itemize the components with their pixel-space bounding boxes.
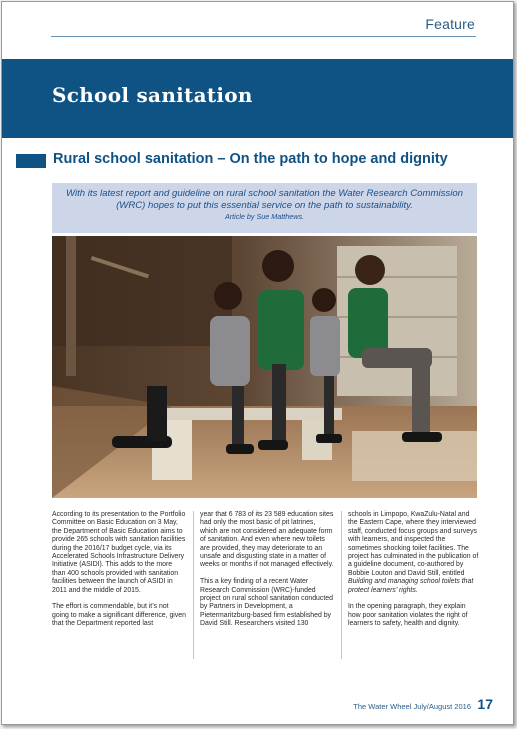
text-column-3 bbox=[348, 511, 480, 637]
header-rule bbox=[51, 36, 476, 37]
page-number: 17 bbox=[477, 696, 493, 712]
schoolchildren-photo bbox=[52, 236, 477, 498]
byline: Article by Sue Matthews. bbox=[224, 212, 305, 221]
article-title: Rural school sanitation – On the path to hope and dignity bbox=[53, 151, 448, 167]
paragraph: This a key finding of a recent Water Research Commission (WRC)-funded project on rural school sanitation conducted by Partners in Development, a Pietermaritzburg-based firm established by David Still. Researchers visited 130 bbox=[200, 578, 333, 628]
article-photo bbox=[52, 236, 477, 498]
intro-box bbox=[52, 183, 477, 233]
paragraph: In the opening paragraph, they explain how poor sanitation violates the right of learners to safety, health and dignity. bbox=[348, 603, 468, 628]
text-column-1 bbox=[52, 511, 186, 637]
paragraph bbox=[348, 511, 480, 595]
paragraph: year that 6 783 of its 23 589 education sites had only the most basic of pit latrines, which are not considered an adequate form of sanitation. And even where new toilets are provided, they may deteriorate to an unsafe and disgusting state in a matter of weeks or months if not managed effectively. bbox=[200, 511, 334, 569]
paragraph-text: schools in Limpopo, KwaZulu-Natal and the Eastern Cape, where they interviewed staff, conducted focus groups and surveys with learners, and inspected the sometimes shocking toilet facilities. The project has culminated in the publication of a guideline document, co-authored by Bobbie Louton and David Still, entitled bbox=[348, 511, 479, 577]
publication-footer: The Water Wheel July/August 2016 bbox=[353, 702, 471, 711]
intro-text: With its latest report and guideline on rural school sanitation the Water Research Commission (WRC) hopes to put this essential service on the path to sustainability. bbox=[66, 188, 464, 211]
text-column-2 bbox=[200, 511, 334, 637]
paragraph: The effort is commendable, but it’s not going to make a significant difference, given that the Department reported last bbox=[52, 603, 186, 628]
banner-title: School sanitation bbox=[52, 83, 253, 107]
column-divider bbox=[193, 511, 194, 659]
section-label: Feature bbox=[425, 16, 475, 32]
paragraph: According to its presentation to the Portfolio Committee on Basic Education on 3 May, the Department of Basic Education aims to provide 265 schools with sanitation facilities during the 2016/17 budget cycle, via its Accelerated Schools Infrastructure Delivery Initiative (ASIDI). This adds to the more than 400 schools provided with sanitation facilities between the launch of ASIDI in 2011 and the middle of 2015. bbox=[52, 511, 186, 594]
magazine-page bbox=[1, 1, 514, 725]
column-divider bbox=[341, 511, 342, 659]
title-marker bbox=[16, 154, 46, 168]
publication-title: Building and managing school toilets that protect learners’ rights. bbox=[348, 578, 474, 594]
title-banner bbox=[2, 59, 513, 138]
